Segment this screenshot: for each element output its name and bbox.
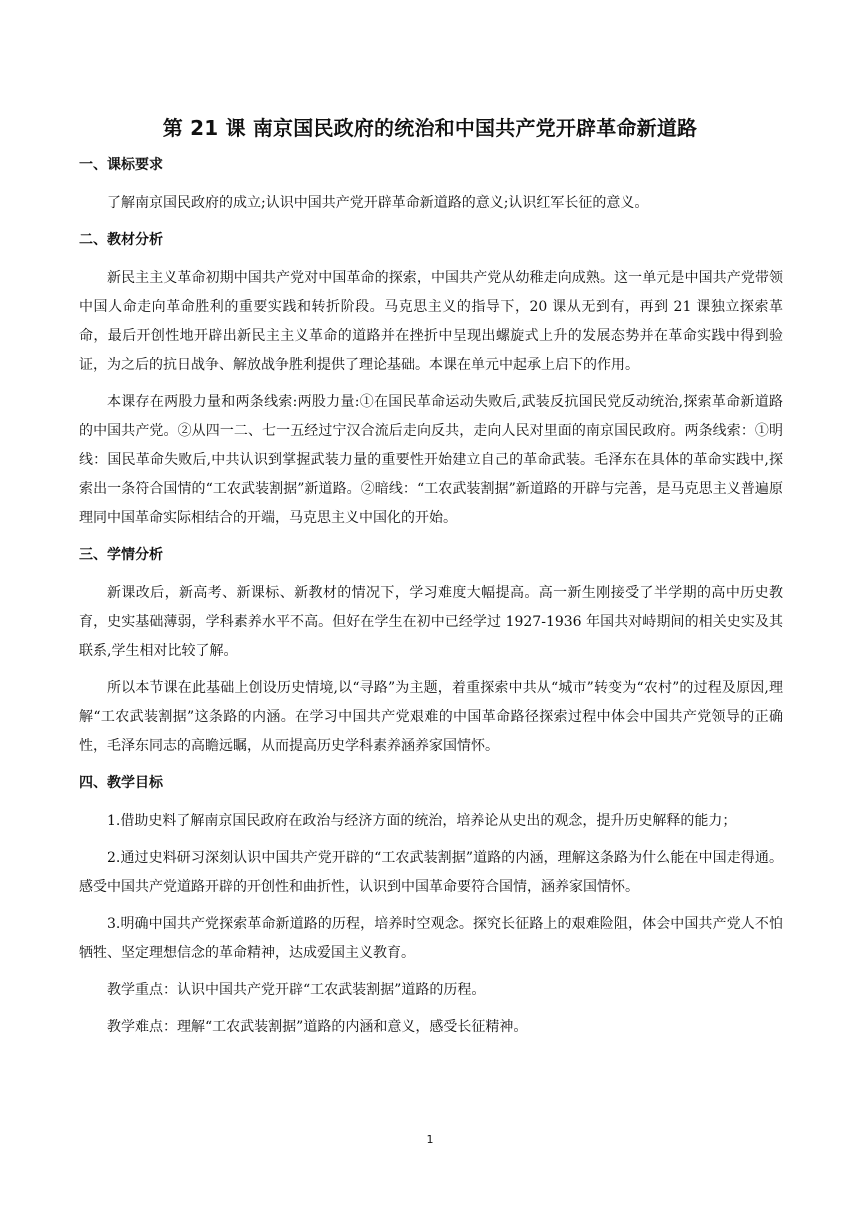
page-title: 第 21 课 南京国民政府的统治和中国共产党开辟革命新道路	[162, 116, 698, 140]
section-textbook-analysis	[79, 230, 783, 533]
paragraph: 所以本节课在此基础上创设历史情境,以“寻路”为主题，着重探索中共从“城市”转变为“农村”的过程及原因,理解“工农武装割据”这条路的内涵。在学习中国共产党艰难的中国革命路径探索过程中体会中国共产党领导的正确性，毛泽东同志的高瞻远瞩，从而提高历史学科素养涵养家国情怀。	[79, 680, 783, 754]
paragraph: 新民主主义革命初期中国共产党对中国革命的探索，中国共产党从幼稚走向成熟。这一单元是中国共产党带领中国人命走向革命胜利的重要实践和转折阶段。马克思主义的指导下，20 课从无到有，再到 21 课独立探索革命，最后开创性地开辟出新民主主义革命的道路并在挫折中呈现出螺旋式上升的发展态势并在革命实践中得到验证，为之后的抗日战争、解放战争胜利提供了理论基础。本课在单元中起承上启下的作用。	[79, 270, 783, 373]
objective-item: 3.明确中国共产党探索革命新道路的历程，培养时空观念。探究长征路上的艰难险阻，体会中国共产党人不怕牺牲、坚定理想信念的革命精神，达成爱国主义教育。	[79, 916, 783, 961]
document-body	[79, 155, 783, 1050]
objective-item: 2.通过史料研习深刻认识中国共产党开辟的“工农武装割据”道路的内涵，理解这条路为什么能在中国走得通。感受中国共产党道路开辟的开创性和曲折性，认识到中国革命要符合国情，涵养家国情怀。	[79, 850, 783, 895]
teaching-difficult-point: 教学难点：理解“工农武装割据”道路的内涵和意义，感受长征精神。	[107, 1019, 528, 1035]
paragraph: 新课改后，新高考、新课标、新教材的情况下，学习难度大幅提高。高一新生刚接受了半学期的高中历史教育，史实基础薄弱，学科素养水平不高。但好在学生在初中已经学过 1927-1936 年国共对峙期间的相关史实及其联系,学生相对比较了解。	[79, 585, 783, 659]
page-number: 1	[426, 1133, 434, 1146]
paragraph: 了解南京国民政府的成立;认识中国共产党开辟革命新道路的意义;认识红军长征的意义。	[107, 195, 649, 211]
section-teaching-objectives	[79, 773, 783, 1042]
section-heading: 四、教学目标	[79, 775, 163, 791]
paragraph: 本课存在两股力量和两条线索:两股力量:①在国民革命运动失败后,武装反抗国民党反动统治,探索革命新道路的中国共产党。②从四一二、七一五经过宁汉合流后走向反共，走向人民对里面的南京国民政府。两条线索：①明线：国民革命失败后,中共认识到掌握武装力量的重要性开始建立自己的革命武装。毛泽东在具体的革命实践中,探索出一条符合国情的“工农武装割据”新道路。②暗线：“工农武装割据”新道路的开辟与完善，是马克思主义普遍原理同中国革命实际相结合的开端，马克思主义中国化的开始。	[79, 394, 783, 526]
section-heading: 二、教材分析	[79, 232, 163, 248]
section-curriculum-requirements	[79, 155, 783, 218]
section-heading: 一、课标要求	[79, 157, 163, 173]
objective-item: 1.借助史料了解南京国民政府在政治与经济方面的统治，培养论从史出的观念，提升历史解释的能力；	[107, 813, 737, 829]
section-student-analysis	[79, 545, 783, 761]
section-heading: 三、学情分析	[79, 547, 163, 563]
teaching-key-point: 教学重点：认识中国共产党开辟“工农武装割据”道路的历程。	[107, 982, 486, 998]
